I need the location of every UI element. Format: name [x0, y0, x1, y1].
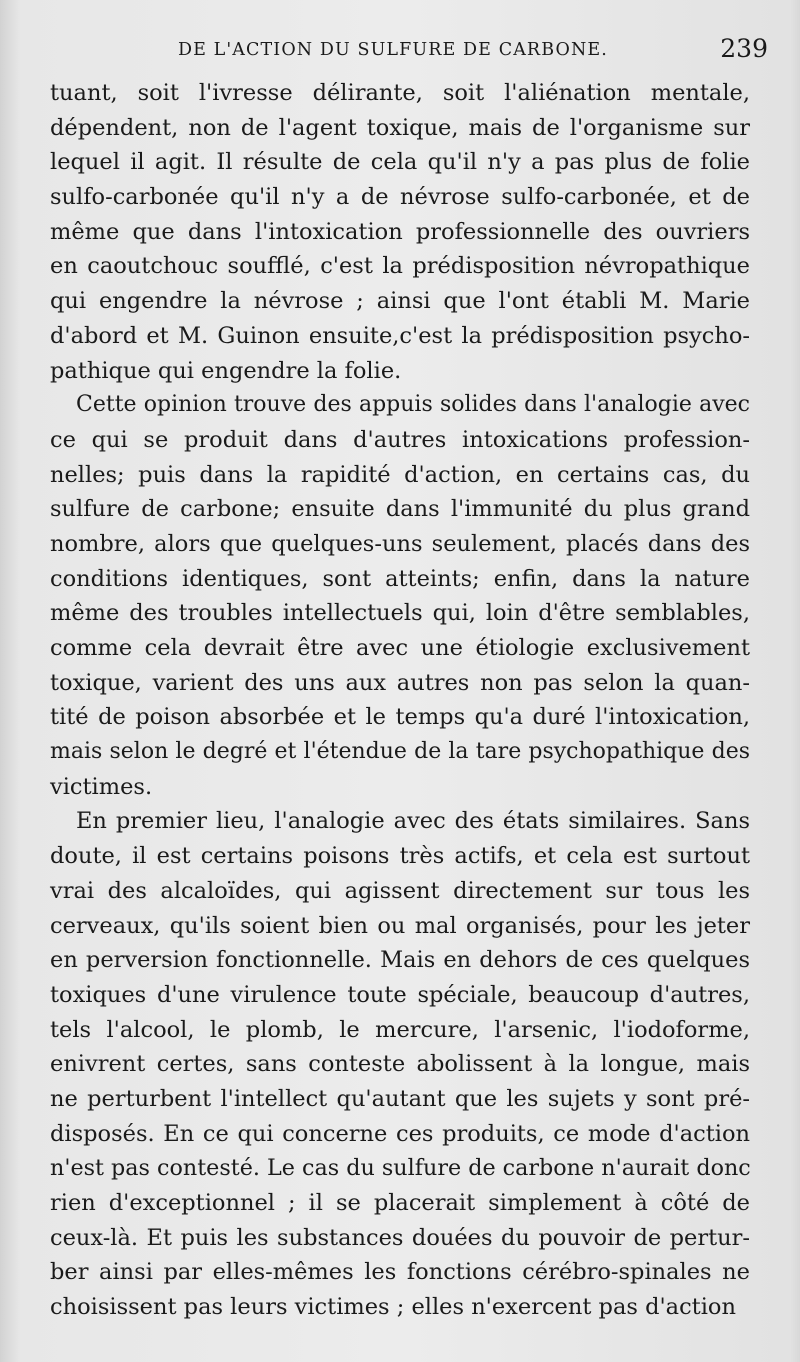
text-line: vrai des alcaloïdes, qui agissent directement sur tous les [50, 877, 750, 904]
text-line: ber ainsi par elles-mêmes les fonctions cérébro-spinales ne [50, 1259, 750, 1286]
text-line: victimes. [50, 773, 153, 800]
text-line: lequel il agit. Il résulte de cela qu'il n'y a pas plus de folie [50, 149, 750, 176]
text-line: En premier lieu, l'analogie avec des états similaires. Sans [76, 808, 750, 835]
page-header [178, 34, 768, 70]
page-number: 239 [720, 34, 768, 63]
text-line: choisissent pas leurs victimes ; elles n'exercent pas d'action [50, 1294, 736, 1321]
text-line: même des troubles intellectuels qui, loin d'être semblables, [50, 600, 750, 627]
running-title: DE L'ACTION DU SULFURE DE CARBONE. [178, 40, 608, 60]
text-line: n'est pas contesté. Le cas du sulfure de carbone n'aurait donc [50, 1155, 751, 1182]
text-line: tuant, soit l'ivresse délirante, soit l'aliénation mentale, [50, 80, 750, 106]
text-line: en caoutchouc soufflé, c'est la prédisposition névropathique [50, 253, 750, 280]
text-line: nombre, alors que quelques-uns seulement, placés dans des [50, 530, 750, 557]
text-line: rien d'exceptionnel ; il se placerait simplement à côté de [50, 1190, 750, 1216]
text-line: disposés. En ce qui concerne ces produits, ce mode d'action [50, 1120, 750, 1147]
text-line: ne perturbent l'intellect qu'autant que les sujets y sont pré- [50, 1085, 750, 1112]
text-line: sulfure de carbone; ensuite dans l'immunité du plus grand [50, 496, 750, 523]
text-line: sulfo-carbonée qu'il n'y a de névrose sulfo-carbonée, et de [50, 184, 750, 211]
paragraph [50, 76, 750, 388]
text-line: mais selon le degré et l'étendue de la tare psychopathique des [50, 739, 750, 765]
text-line: enivrent certes, sans conteste abolissent à la longue, mais [50, 1051, 750, 1078]
text-line: comme cela devrait être avec une étiologie exclusivement [50, 635, 750, 661]
text-line: dépendent, non de l'agent toxique, mais de l'organisme sur [50, 114, 750, 141]
text-line: cerveaux, qu'ils soient bien ou mal organisés, pour les jeter [50, 912, 750, 939]
text-line: qui engendre la névrose ; ainsi que l'ont établi M. Marie [50, 288, 750, 315]
text-line: Cette opinion trouve des appuis solides dans l'analogie avec [76, 392, 750, 418]
text-line: toxique, varient des uns aux autres non pas selon la quan- [50, 669, 750, 696]
paragraph [50, 804, 750, 1324]
text-line: ceux-là. Et puis les substances douées du pouvoir de pertur- [50, 1224, 750, 1251]
text-line: d'abord et M. Guinon ensuite,c'est la prédisposition psycho- [50, 322, 750, 349]
text-line: ce qui se produit dans d'autres intoxications profession- [50, 426, 750, 453]
text-line: toxiques d'une virulence toute spéciale, beaucoup d'autres, [50, 981, 750, 1008]
text-line: même que dans l'intoxication professionnelle des ouvriers [50, 218, 750, 245]
paragraph [50, 388, 750, 804]
text-line: tité de poison absorbée et le temps qu'a duré l'intoxication, [50, 704, 750, 731]
text-line: doute, il est certains poisons très actifs, et cela est surtout [50, 843, 750, 870]
body-text [50, 76, 750, 1325]
text-line: conditions identiques, sont atteints; enfin, dans la nature [50, 565, 750, 592]
text-line: pathique qui engendre la folie. [50, 357, 402, 384]
text-line: en perversion fonctionnelle. Mais en dehors de ces quelques [50, 947, 750, 974]
text-line: tels l'alcool, le plomb, le mercure, l'arsenic, l'iodoforme, [50, 1016, 750, 1043]
text-line: nelles; puis dans la rapidité d'action, en certains cas, du [50, 461, 750, 488]
